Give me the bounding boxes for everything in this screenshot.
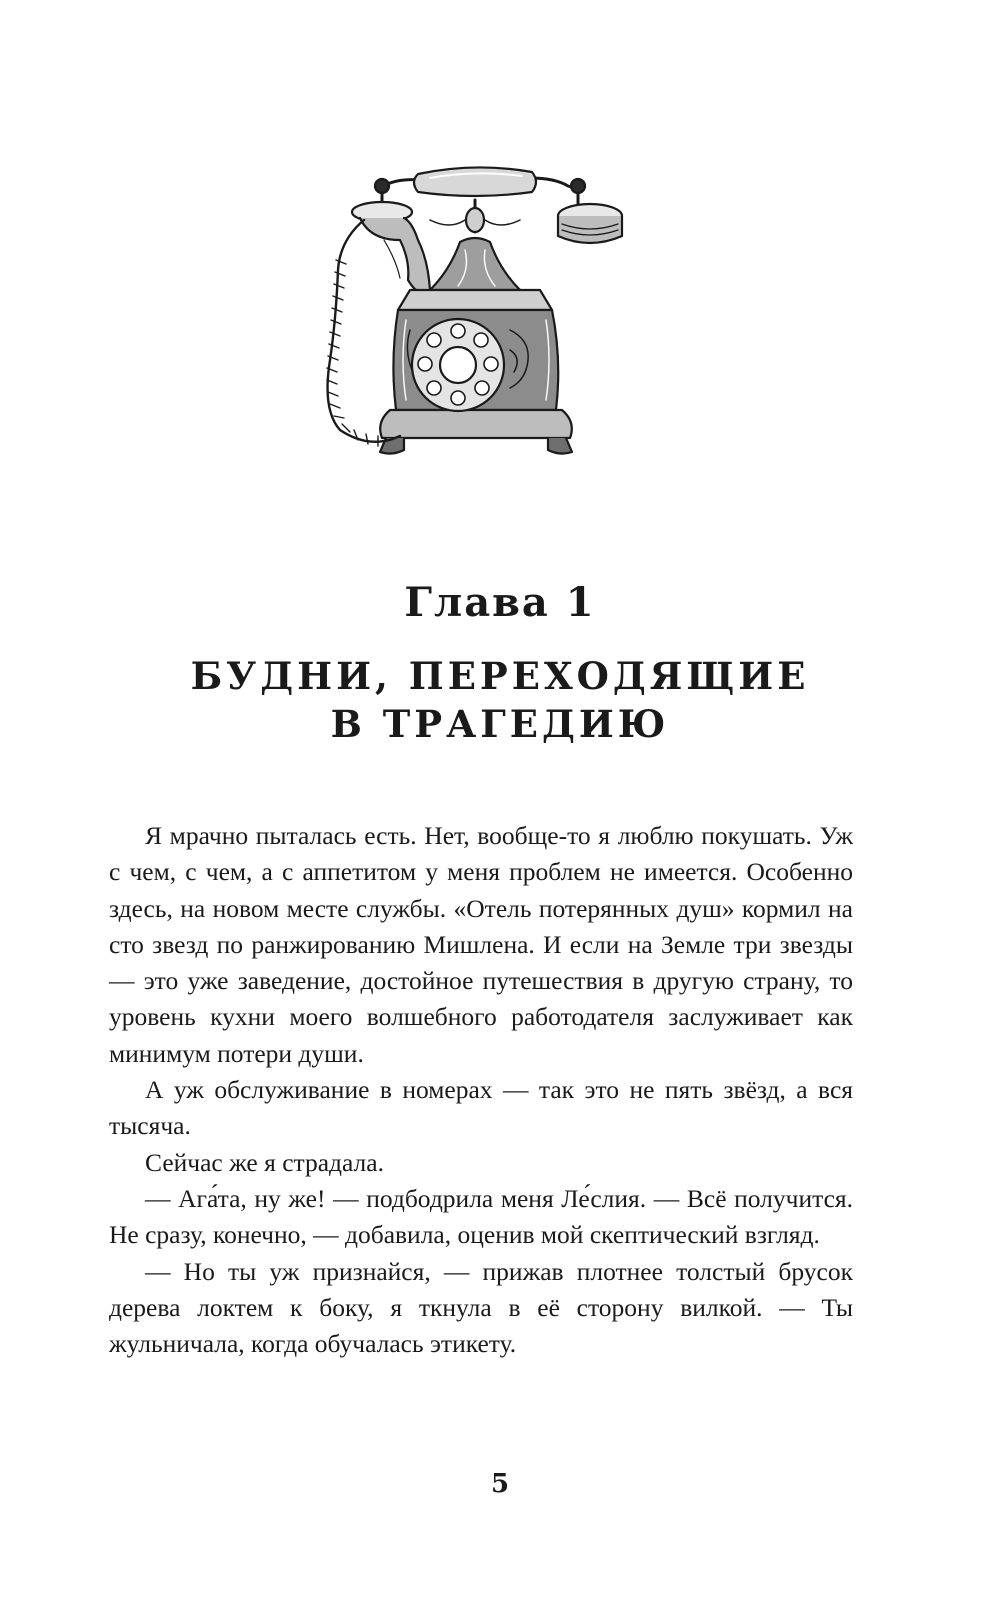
chapter-title-line-1: БУДНИ, ПЕРЕХОДЯЩИЕ bbox=[190, 654, 810, 698]
chapter-title-line-2: В ТРАГЕДИЮ bbox=[330, 702, 670, 746]
paragraph: А уж обслуживание в номерах — так это не пять звёзд, а вся тысяча. bbox=[109, 1075, 853, 1141]
paragraph: Я мрачно пыталась есть. Нет, вообще-то я люблю покушать. Уж с чем, с чем, а с аппетитом у меня проблем не имеется. Особенно здесь, на новом месте службы. «Отель потерянных душ» кормил на сто звезд по ранжированию Мишлена. И если на Земле три звезды — это уже заведение, достойное путешествия в другую страну, то уровень кухни моего волшебного работодателя заслуживает как минимум потери души. bbox=[109, 821, 853, 1068]
body-text bbox=[109, 818, 853, 1362]
page-number: 5 bbox=[490, 1469, 510, 1499]
chapter-title bbox=[0, 652, 1000, 748]
paragraph: Сейчас же я страдала. bbox=[145, 1147, 384, 1177]
paragraph: — Ага́та, ну же! — подбодрила меня Ле́слия. — Всё получится. Не сразу, конечно, — добавила, оценив мой скептический взгляд. bbox=[109, 1183, 853, 1250]
chapter-number: Глава 1 bbox=[404, 579, 596, 626]
rotary-telephone-icon bbox=[300, 160, 640, 480]
paragraph: — Но ты уж признайся, — прижав плотнее толстый брусок дерева локтем к боку, я ткнула в её сторону вилкой. — Ты жульничала, когда обучалась этикету. bbox=[109, 1256, 853, 1359]
